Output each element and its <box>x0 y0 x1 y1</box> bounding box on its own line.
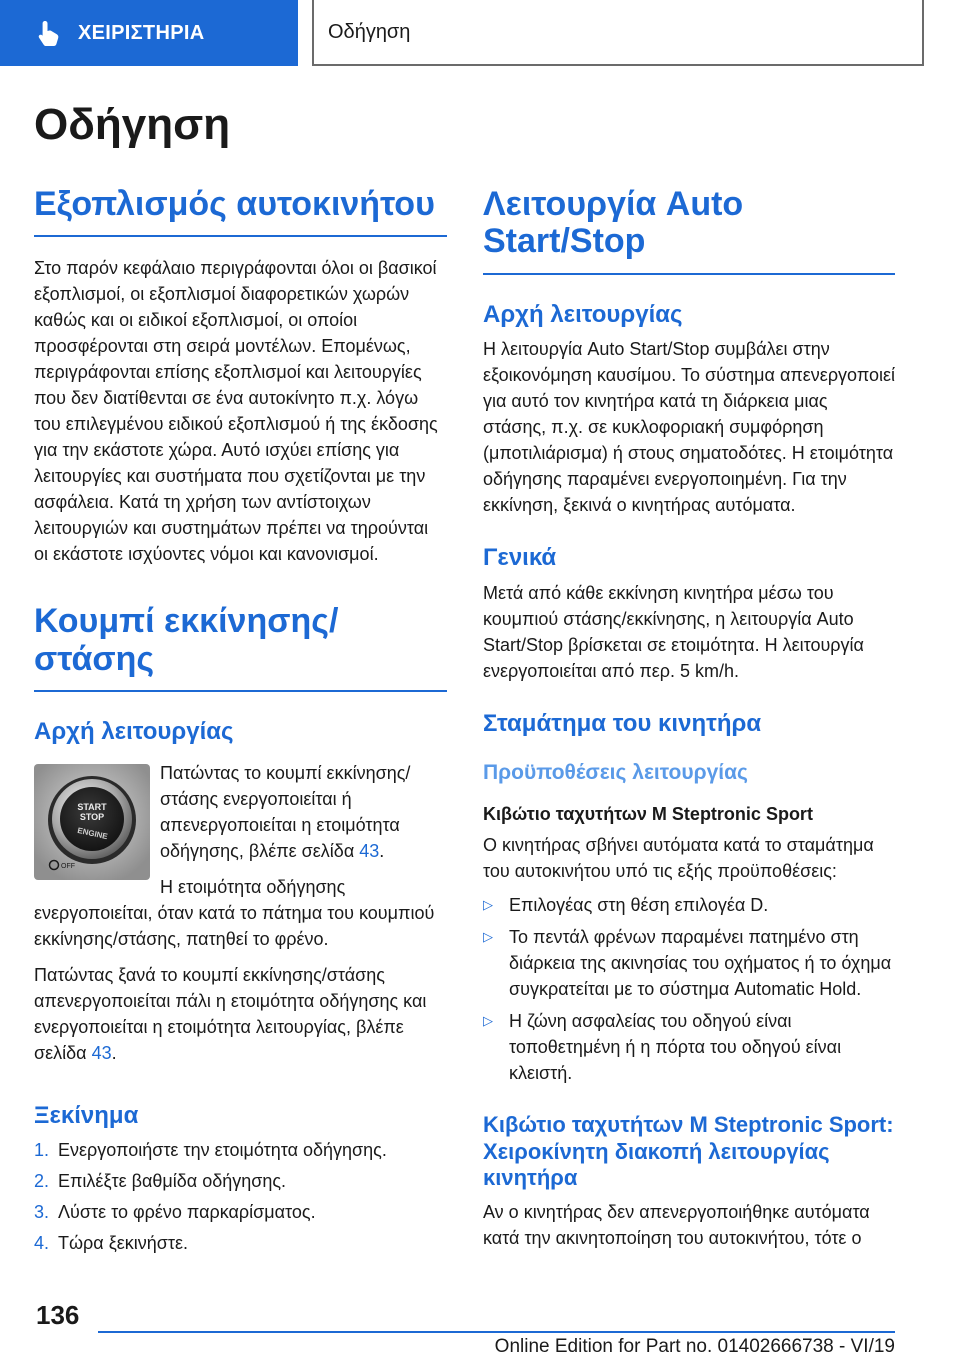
button-text-off: OFF <box>61 862 75 870</box>
condition-text: Επιλογέας στη θέση επιλογέα D. <box>509 895 769 916</box>
step-item <box>34 1168 447 1194</box>
button-text-stop: STOP <box>79 811 105 822</box>
page-link-43[interactable]: 43 <box>91 1042 112 1063</box>
triangle-right-icon: ▷ <box>483 897 493 913</box>
right-column <box>483 186 895 1251</box>
button-paragraph-1: Πατώντας το κουμπί εκκίνησης/στάσης ενεργοποιείται ή απενεργοποιείται η ετοιμότητα οδήγησης, βλέπε σελίδα 43. <box>160 762 411 861</box>
general-body: Μετά από κάθε εκκίνηση κινητήρα μέσω του κουμπιού στάσης/εκκίνησης, η λειτουργία Auto Start/Stop βρίσκεται σε ετοιμότητα. Η λειτουργία ενεργοποιείται από περ. 5 km/h. <box>483 582 864 681</box>
triangle-right-icon: ▷ <box>483 929 493 945</box>
button-principle-heading: Αρχή λειτουργίας <box>34 718 234 746</box>
button-paragraph-2: Η ετοιμότητα οδήγησης ενεργοποιείται, όταν κατά το πάτημα του κουμπιού εκκίνησης/στάσης, πατηθεί το φρένο. <box>34 876 435 949</box>
condition-item <box>483 892 895 918</box>
condition-text: Η ζώνη ασφαλείας του οδηγού είναι τοποθετημένη ή η πόρτα του οδηγού είναι κλειστή. <box>509 1011 842 1084</box>
auto-start-stop-heading: Λειτουργία Auto Start/Stop <box>483 186 895 275</box>
step-text: Τώρα ξεκινήστε. <box>58 1233 189 1254</box>
auto-principle-body: Η λειτουργία Auto Start/Stop συμβάλει στην εξοικονόμηση καυσίμου. Το σύστημα απενεργοποιεί για αυτό τον κινητήρα κατά τη διάρκεια μιας στάσης, π.χ. σε κυκλοφοριακή συμφόρηση (μποτιλιάρισμα) ή στους σηματοδότες. Η ετοιμότητα οδήγησης παραμένει ενεργοποιημένη. Για την εκκίνηση, ξεκινά ο κινητήρας αυτόματα. <box>483 339 896 516</box>
equipment-heading: Εξοπλισμός αυτοκινήτου <box>34 186 447 237</box>
start-stop-button-image <box>34 764 150 880</box>
footer-divider <box>98 1331 895 1333</box>
step-number: 4. <box>34 1233 50 1254</box>
condition-text: Το πεντάλ φρένων παραμένει πατημένο στη διάρκεια της ακινησίας του οχήματος ή το όχημα συγκρατείται με το σύστημα Automatic Hold. <box>509 927 892 1000</box>
step-number: 3. <box>34 1202 50 1223</box>
page-link-43[interactable]: 43 <box>359 840 380 861</box>
gearbox-heading: Κιβώτιο ταχυτήτων M Steptronic Sport <box>483 803 813 824</box>
triangle-right-icon: ▷ <box>483 1013 493 1029</box>
step-text: Επιλέξτε βαθμίδα οδήγησης. <box>58 1171 287 1192</box>
step-item <box>34 1199 447 1225</box>
general-heading: Γενικά <box>483 544 557 572</box>
step-item <box>34 1137 447 1163</box>
button-paragraph-3: Πατώντας ξανά το κουμπί εκκίνησης/στάσης απενεργοποιείται πάλι η ετοιμότητα οδήγησης και ενεργοποιείται η ετοιμότητα λειτουργίας, βλέπε σελίδα 43. <box>34 964 427 1063</box>
auto-principle-heading: Αρχή λειτουργίας <box>483 300 683 328</box>
button-text-start: START <box>77 801 107 812</box>
equipment-body: Στο παρόν κεφάλαιο περιγράφονται όλοι οι βασικοί εξοπλισμοί, οι εξοπλισμοί διαφορετικών χωρών καθώς και οι ειδικοί εξοπλισμοί, οι οποίοι προσφέρονται στη σειρά μοντέλων. Επομένως, περιγράφονται επίσης εξοπλισμοί και λειτουργίες που δεν διατίθενται σε ένα αυτοκίνητο π.χ. λόγω του επιλεγμένου ειδικού εξοπλισμού ή της έκδοσης για την εκάστοτε χώρα. Αυτό ισχύει επίσης για λειτουργίες και συστήματα που σχετίζονται με την ασφάλεια. Κατά τη χρήση των αντίστοιχων λειτουργιών και συστημάτων πρέπει να τηρούνται οι εκάστοτε ισχύοντες νόμοι και κανονισμοί. <box>34 258 438 565</box>
condition-item <box>483 1008 895 1086</box>
header-tab-label: ΧΕΙΡΙΣΤΗΡΙΑ <box>78 21 205 44</box>
step-number: 1. <box>34 1140 50 1161</box>
step-text: Λύστε το φρένο παρκαρίσματος. <box>58 1202 316 1223</box>
conditions-list <box>483 892 895 1086</box>
step-text: Ενεργοποιήστε την ετοιμότητα οδήγησης. <box>58 1140 387 1161</box>
footer-edition: Online Edition for Part no. 01402666738 - VI/19 <box>494 1336 895 1357</box>
button-section <box>34 760 447 1066</box>
header-tab[interactable] <box>0 0 298 66</box>
drive-off-heading: Ξεκίνημα <box>34 1101 139 1129</box>
engine-stop-heading: Σταμάτημα του κινητήρα <box>483 709 762 737</box>
start-stop-button-illustration <box>34 764 150 880</box>
hand-pointer-icon <box>36 19 62 47</box>
condition-item <box>483 924 895 1002</box>
step-number: 2. <box>34 1171 50 1192</box>
left-column <box>34 186 447 1261</box>
button-text-engine: ENGINE <box>76 825 109 841</box>
engine-stop-body: Ο κινητήρας σβήνει αυτόματα κατά το σταμάτημα του αυτοκινήτου υπό τις εξής προϋποθέσεις: <box>483 835 874 882</box>
page-number: 136 <box>36 1300 80 1330</box>
drive-off-steps <box>34 1137 447 1256</box>
step-item <box>34 1230 447 1256</box>
start-stop-button-heading: Κουμπί εκκίνησης/στάσης <box>34 603 447 692</box>
conditions-heading: Προϋποθέσεις λειτουργίας <box>483 760 748 784</box>
header-section-label: Οδήγηση <box>328 20 411 43</box>
manual-stop-body: Αν ο κινητήρας δεν απενεργοποιήθηκε αυτόματα κατά την ακινητοποίηση του αυτοκινήτου, τότε ο <box>483 1202 870 1249</box>
header-section-box <box>312 0 924 66</box>
page-title: Οδήγηση <box>34 100 231 149</box>
manual-stop-heading: Κιβώτιο ταχυτήτων M Steptronic Sport: Χειροκίνητη διακοπή λειτουργίας κινητήρα <box>483 1112 894 1190</box>
